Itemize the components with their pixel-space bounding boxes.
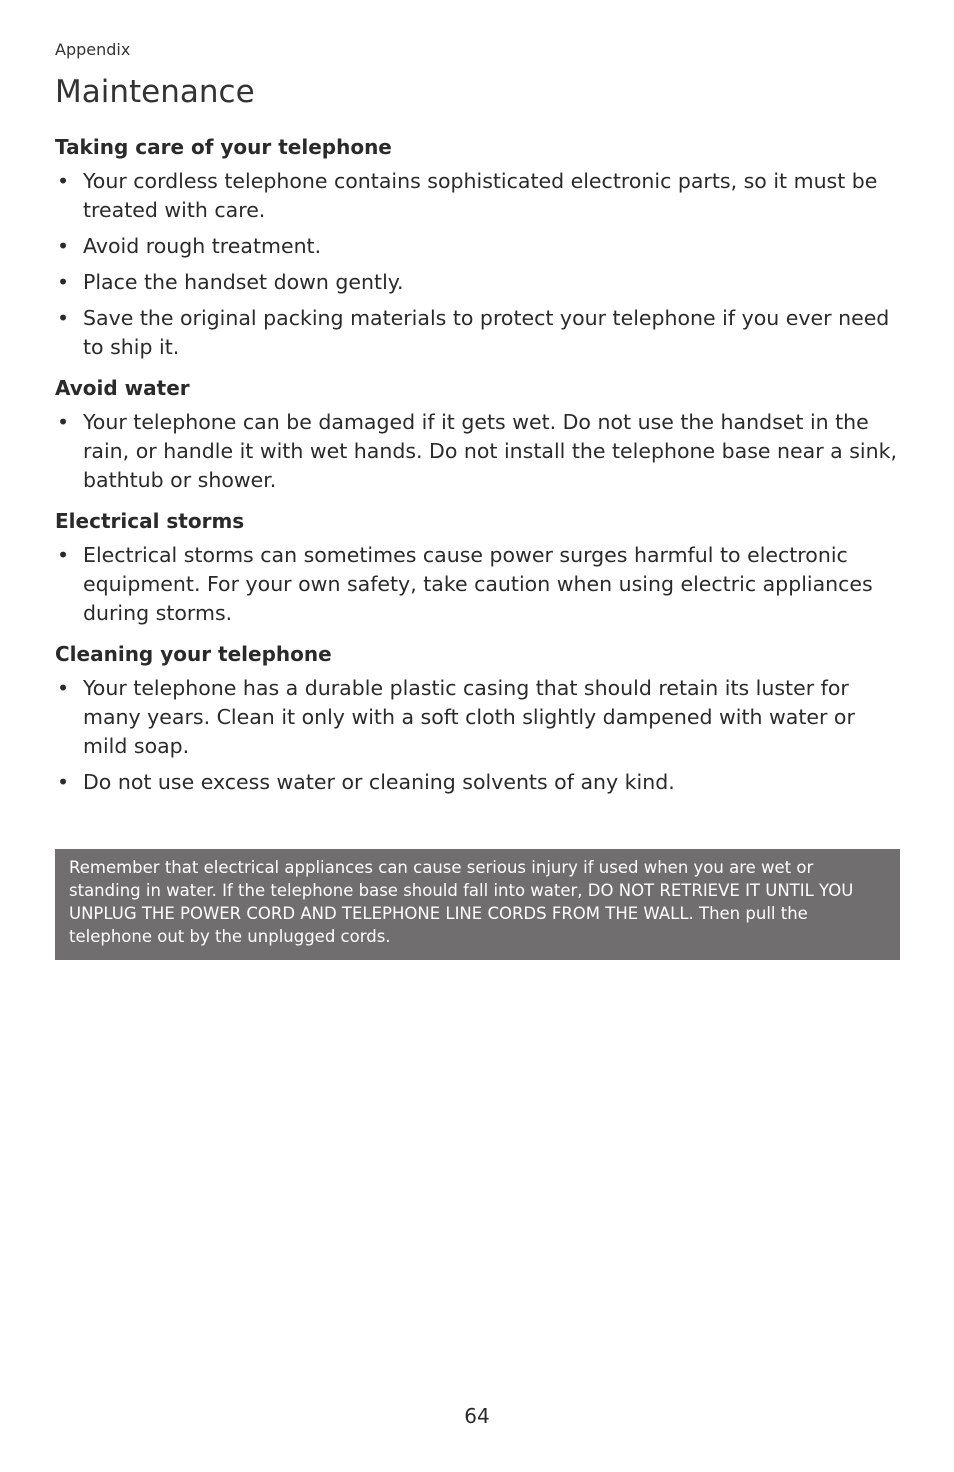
- list-item-text: Avoid rough treatment.: [83, 234, 322, 258]
- bullet-icon: •: [57, 676, 70, 700]
- section-heading: Avoid water: [55, 376, 190, 400]
- section-label: Appendix: [55, 40, 131, 59]
- bullet-icon: •: [57, 234, 70, 258]
- page-number: 64: [464, 1404, 490, 1428]
- bullet-icon: •: [57, 543, 70, 567]
- list-item-text: Your telephone has a durable plastic casing that should retain its luster for many years. Clean it only with a soft cloth slightly dampened with water or mild soap.: [83, 676, 855, 758]
- content-sections: [55, 133, 900, 809]
- bullet-icon: •: [57, 270, 70, 294]
- section-heading: Cleaning your telephone: [55, 642, 332, 666]
- list-item-text: Place the handset down gently.: [83, 270, 404, 294]
- bullet-icon: •: [57, 306, 70, 330]
- bullet-list: [55, 674, 900, 797]
- bullet-icon: •: [57, 169, 70, 193]
- section-avoid-water: [55, 374, 900, 495]
- list-item: [55, 304, 900, 362]
- bullet-icon: •: [57, 770, 70, 794]
- bullet-list: [55, 167, 900, 362]
- section-heading: Taking care of your telephone: [55, 135, 392, 159]
- list-item-text: Save the original packing materials to protect your telephone if you ever need to ship it.: [83, 306, 890, 359]
- list-item: [55, 167, 900, 225]
- bullet-list: [55, 541, 900, 628]
- section-heading: Electrical storms: [55, 509, 245, 533]
- list-item: [55, 268, 900, 297]
- section-electrical-storms: [55, 507, 900, 628]
- section-cleaning: [55, 640, 900, 797]
- bullet-icon: •: [57, 410, 70, 434]
- list-item: [55, 768, 900, 797]
- bullet-list: [55, 408, 900, 495]
- list-item: [55, 541, 900, 628]
- page-title: Maintenance: [55, 74, 255, 110]
- list-item-text: Your cordless telephone contains sophisticated electronic parts, so it must be treated with care.: [83, 169, 878, 222]
- list-item-text: Electrical storms can sometimes cause power surges harmful to electronic equipment. For your own safety, take caution when using electric appliances during storms.: [83, 543, 873, 625]
- list-item-text: Do not use excess water or cleaning solvents of any kind.: [83, 770, 675, 794]
- warning-box: [55, 849, 900, 960]
- list-item-text: Your telephone can be damaged if it gets wet. Do not use the handset in the rain, or handle it with wet hands. Do not install the telephone base near a sink, bathtub or shower.: [83, 410, 897, 492]
- list-item: [55, 408, 900, 495]
- list-item: [55, 674, 900, 761]
- warning-text: Remember that electrical appliances can cause serious injury if used when you are wet or standing in water. If the telephone base should fall into water, DO NOT RETRIEVE IT UNTIL YOU UNPLUG THE POWER CORD AND TELEPHONE LINE CORDS FROM THE WALL. Then pull the telephone out by the unplugged cords.: [69, 858, 854, 946]
- list-item: [55, 232, 900, 261]
- section-care: [55, 133, 900, 362]
